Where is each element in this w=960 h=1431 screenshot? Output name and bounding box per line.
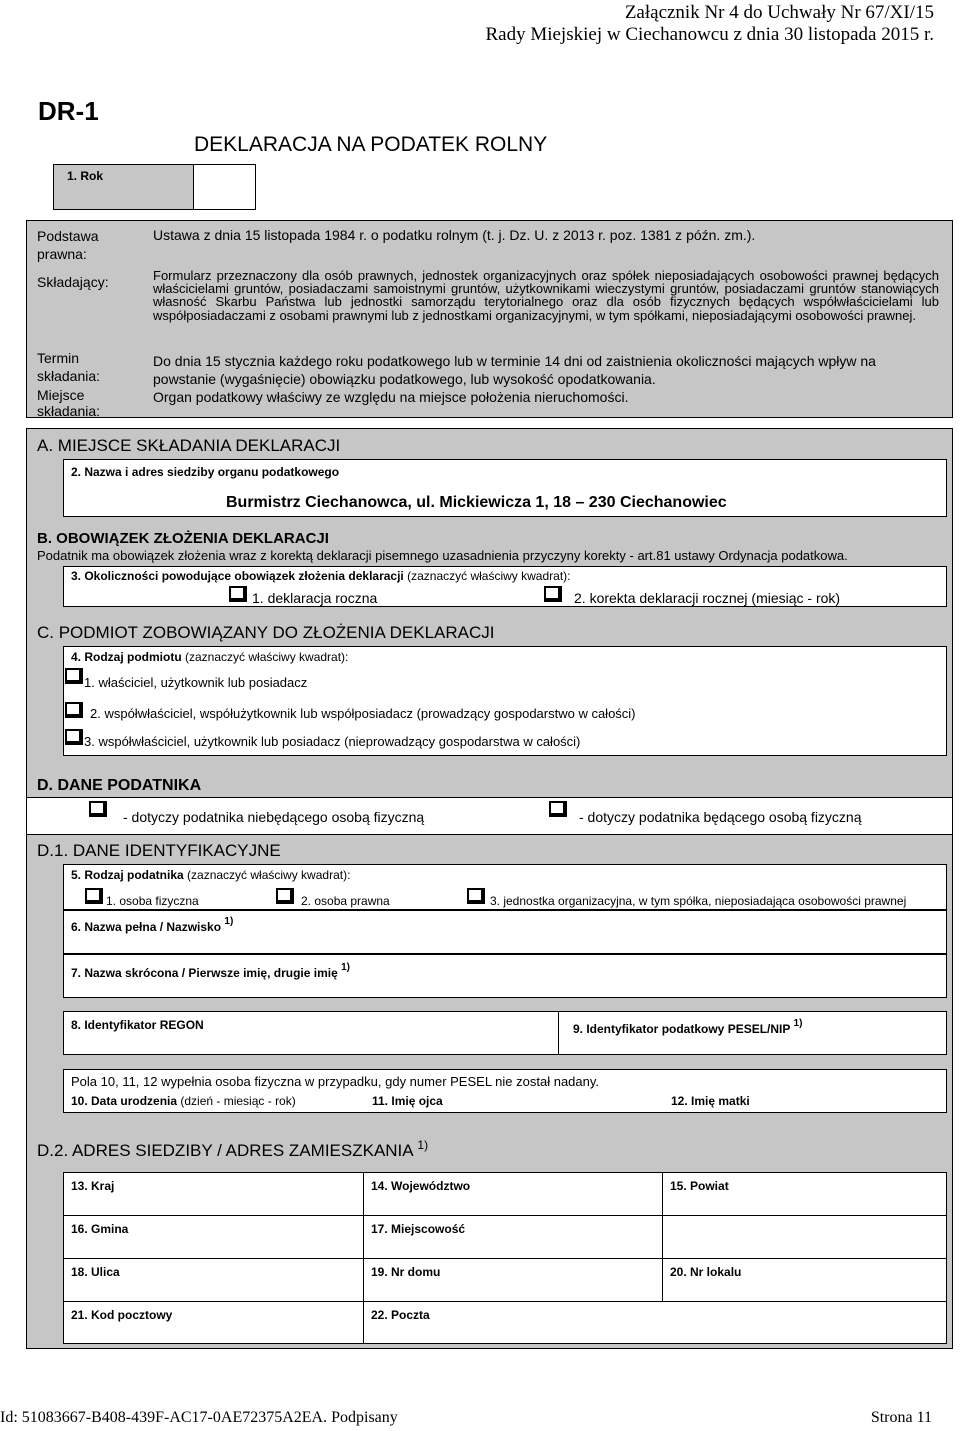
field-3-label: 3. Okoliczności powodujące obowiązek złożenia deklaracji	[71, 569, 404, 583]
section-d-title: D. DANE PODATNIKA	[37, 777, 202, 794]
checkbox-organizational-unit[interactable]	[467, 888, 485, 904]
section-d2-footnote: 1)	[417, 1138, 429, 1152]
field-3-circumstances	[63, 566, 947, 607]
opt-non-natural-person-label: - dotyczy podatnika niebędącego osobą fizyczną	[123, 809, 425, 825]
form-code: DR-1	[38, 96, 99, 126]
field-6-full-name[interactable]	[63, 910, 947, 954]
field-10-hint: (dzień - miesiąc - rok)	[180, 1094, 296, 1108]
opt-annual-label: 1. deklaracja roczna	[252, 590, 378, 606]
field-6-footnote: 1)	[224, 916, 234, 927]
checkbox-non-natural-person[interactable]	[89, 801, 107, 817]
field-9-footnote: 1)	[793, 1018, 803, 1029]
field-22-post-office[interactable]: 22. Poczta	[371, 1308, 430, 1322]
checkbox-legal[interactable]	[276, 888, 294, 904]
opt-legal-label: 2. osoba prawna	[301, 894, 390, 908]
field-21-postal-code[interactable]: 21. Kod pocztowy	[71, 1308, 173, 1322]
field-5-label: 5. Rodzaj podatnika	[71, 868, 184, 882]
filer-label: Składający:	[37, 274, 109, 290]
intro-block	[26, 220, 953, 418]
field-3-hint: (zaznaczyć właściwy kwadrat):	[407, 569, 571, 583]
form-body	[26, 428, 953, 1349]
field-18-street[interactable]: 18. Ulica	[71, 1265, 120, 1279]
year-label: 1. Rok	[67, 169, 104, 183]
checkbox-co-owner-full[interactable]	[65, 702, 83, 718]
field-2-tax-office[interactable]	[63, 459, 947, 517]
field-2-label: 2. Nazwa i adres siedziby organu podatkowego	[71, 465, 340, 479]
checkbox-correction[interactable]	[544, 586, 562, 602]
section-c-title: C. PODMIOT ZOBOWIĄZANY DO ZŁOŻENIA DEKLARACJI	[37, 623, 495, 642]
field-5-hint: (zaznaczyć właściwy kwadrat):	[187, 868, 351, 882]
field-7-label: 7. Nazwa skrócona / Pierwsze imię, drugie imię	[71, 966, 338, 980]
opt-correction-label: 2. korekta deklaracji rocznej (miesiąc - rok)	[574, 590, 841, 606]
field-13-country[interactable]: 13. Kraj	[71, 1179, 115, 1193]
checkbox-annual[interactable]	[229, 586, 247, 602]
field-7-label-group	[71, 962, 351, 980]
field-8-label: 8. Identyfikator REGON	[71, 1018, 204, 1032]
deadline-text: Do dnia 15 stycznia każdego roku podatkowego lub w terminie 14 dni od zaistnienia okoliczności mających wpływ na powstanie (wygaśnięcie) obowiązku podatkowego, lub wysokość opodatkowania.	[153, 353, 876, 387]
opt-co-owner-partial-label: 3. współwłaściciel, użytkownik lub posiadacz (nieprowadzący gospodarstwa w całości)	[84, 734, 581, 749]
field-7-footnote: 1)	[341, 962, 351, 973]
field-4-label-group	[71, 650, 348, 664]
field-15-county[interactable]: 15. Powiat	[670, 1179, 729, 1193]
field-10-label-group	[71, 1094, 296, 1108]
field-9-label: 9. Identyfikator podatkowy PESEL/NIP	[573, 1022, 791, 1036]
field-2-value: Burmistrz Ciechanowca, ul. Mickiewicza 1, 18 – 230 Ciechanowiec	[226, 494, 727, 511]
filer-text: Formularz przeznaczony dla osób prawnych, jednostek organizacyjnych oraz spółek nieposiadających osobowości prawnej będących właścicielami gruntów, posiadaczami samoistnymi gruntów, użytkownikami wieczystymi gruntów, posiadaczami gruntów stanowiących własność Skarbu Państwa lub jednostki samorządu terytorialnego oraz dla osób fizycznych będących współwłaścicielami lub współposiadaczami z osobami prawnymi lub z jednostkami organizacyjnymi, w tym spółkami, nieposiadającymi osobowości prawnej.	[153, 268, 939, 323]
place-text: Organ podatkowy właściwy ze względu na miejsce położenia nieruchomości.	[153, 389, 629, 405]
field-14-voivodeship[interactable]: 14. Województwo	[371, 1179, 471, 1193]
section-a-title: A. MIEJSCE SKŁADANIA DEKLARACJI	[37, 436, 341, 455]
form-title: DEKLARACJA NA PODATEK ROLNY	[194, 133, 548, 156]
section-b-note: Podatnik ma obowiązek złożenia wraz z korektą deklaracji pisemnego uzasadnienia przyczyny korekty - art.81 ustawy Ordynacja podatkowa.	[37, 548, 848, 563]
attachment-header	[485, 2, 934, 46]
checkbox-natural[interactable]	[85, 888, 103, 904]
opt-co-owner-full-label: 2. współwłaściciel, współużytkownik lub współposiadacz (prowadzący gospodarstwo w całości)	[90, 706, 636, 721]
field-3-label-group	[71, 569, 570, 583]
field-19-house-number[interactable]: 19. Nr domu	[371, 1265, 441, 1279]
field-4-entity-type	[63, 646, 947, 756]
header-line-2: Rady Miejskiej w Ciechanowcu z dnia 30 listopada 2015 r.	[485, 24, 934, 45]
field-17-locality[interactable]: 17. Miejscowość	[371, 1222, 466, 1236]
field-16-municipality[interactable]: 16. Gmina	[71, 1222, 129, 1236]
header-line-1: Załącznik Nr 4 do Uchwały Nr 67/XI/15	[624, 2, 934, 23]
field-7-short-name[interactable]	[63, 954, 947, 998]
section-b-title: B. OBOWIĄZEK ZŁOŻENIA DEKLARACJI	[37, 530, 329, 547]
taxpayer-kind-row	[27, 797, 952, 835]
footer-page: Strona 11	[870, 1409, 932, 1426]
pesel-note: Pola 10, 11, 12 wypełnia osoba fizyczna w przypadku, gdy numer PESEL nie został nadany.	[71, 1074, 600, 1089]
field-4-label: 4. Rodzaj podmiotu	[71, 650, 182, 664]
field-20-apartment-number[interactable]: 20. Nr lokalu	[670, 1265, 742, 1279]
section-d2-title-group	[37, 1138, 429, 1161]
basis-label: Podstawa prawna:	[37, 228, 99, 262]
year-label-cell	[53, 164, 193, 210]
field-11-label: 11. Imię ojca	[372, 1094, 443, 1108]
checkbox-owner[interactable]	[65, 668, 83, 684]
checkbox-co-owner-partial[interactable]	[65, 729, 83, 745]
opt-natural-label: 1. osoba fizyczna	[106, 894, 199, 908]
field-12-label: 12. Imię matki	[671, 1094, 750, 1108]
address-grid	[63, 1172, 947, 1344]
field-9-pesel-nip[interactable]	[559, 1011, 947, 1055]
year-input[interactable]	[193, 164, 256, 210]
basis-text: Ustawa z dnia 15 listopada 1984 r. o podatku rolnym (t. j. Dz. U. z 2013 r. poz. 1381 z późn. zm.).	[153, 227, 756, 243]
field-8-regon[interactable]	[63, 1011, 559, 1055]
field-9-label-group	[573, 1018, 803, 1036]
field-10-label: 10. Data urodzenia	[71, 1094, 178, 1108]
footer-id: Id: 51083667-B408-439F-AC17-0AE72375A2EA. Podpisany	[0, 1409, 398, 1426]
field-6-label: 6. Nazwa pełna / Nazwisko	[71, 920, 222, 934]
opt-natural-person-label: - dotyczy podatnika będącego osobą fizyczną	[579, 809, 862, 825]
opt-owner-label: 1. właściciel, użytkownik lub posiadacz	[84, 675, 308, 690]
deadline-label: Termin składania:	[37, 350, 101, 384]
place-label: Miejsce składania:	[37, 387, 101, 419]
field-5-taxpayer-type	[63, 864, 947, 910]
fields-10-12-group	[63, 1069, 947, 1113]
checkbox-natural-person[interactable]	[549, 801, 567, 817]
section-d1-title: D.1. DANE IDENTYFIKACYJNE	[37, 841, 281, 860]
section-d2-title: D.2. ADRES SIEDZIBY / ADRES ZAMIESZKANIA	[37, 1141, 413, 1160]
field-5-label-group	[71, 868, 350, 882]
field-6-label-group	[71, 916, 234, 934]
opt-organizational-unit-label: 3. jednostka organizacyjna, w tym spółka, nieposiadająca osobowości prawnej	[490, 894, 907, 908]
field-4-hint: (zaznaczyć właściwy kwadrat):	[185, 650, 349, 664]
